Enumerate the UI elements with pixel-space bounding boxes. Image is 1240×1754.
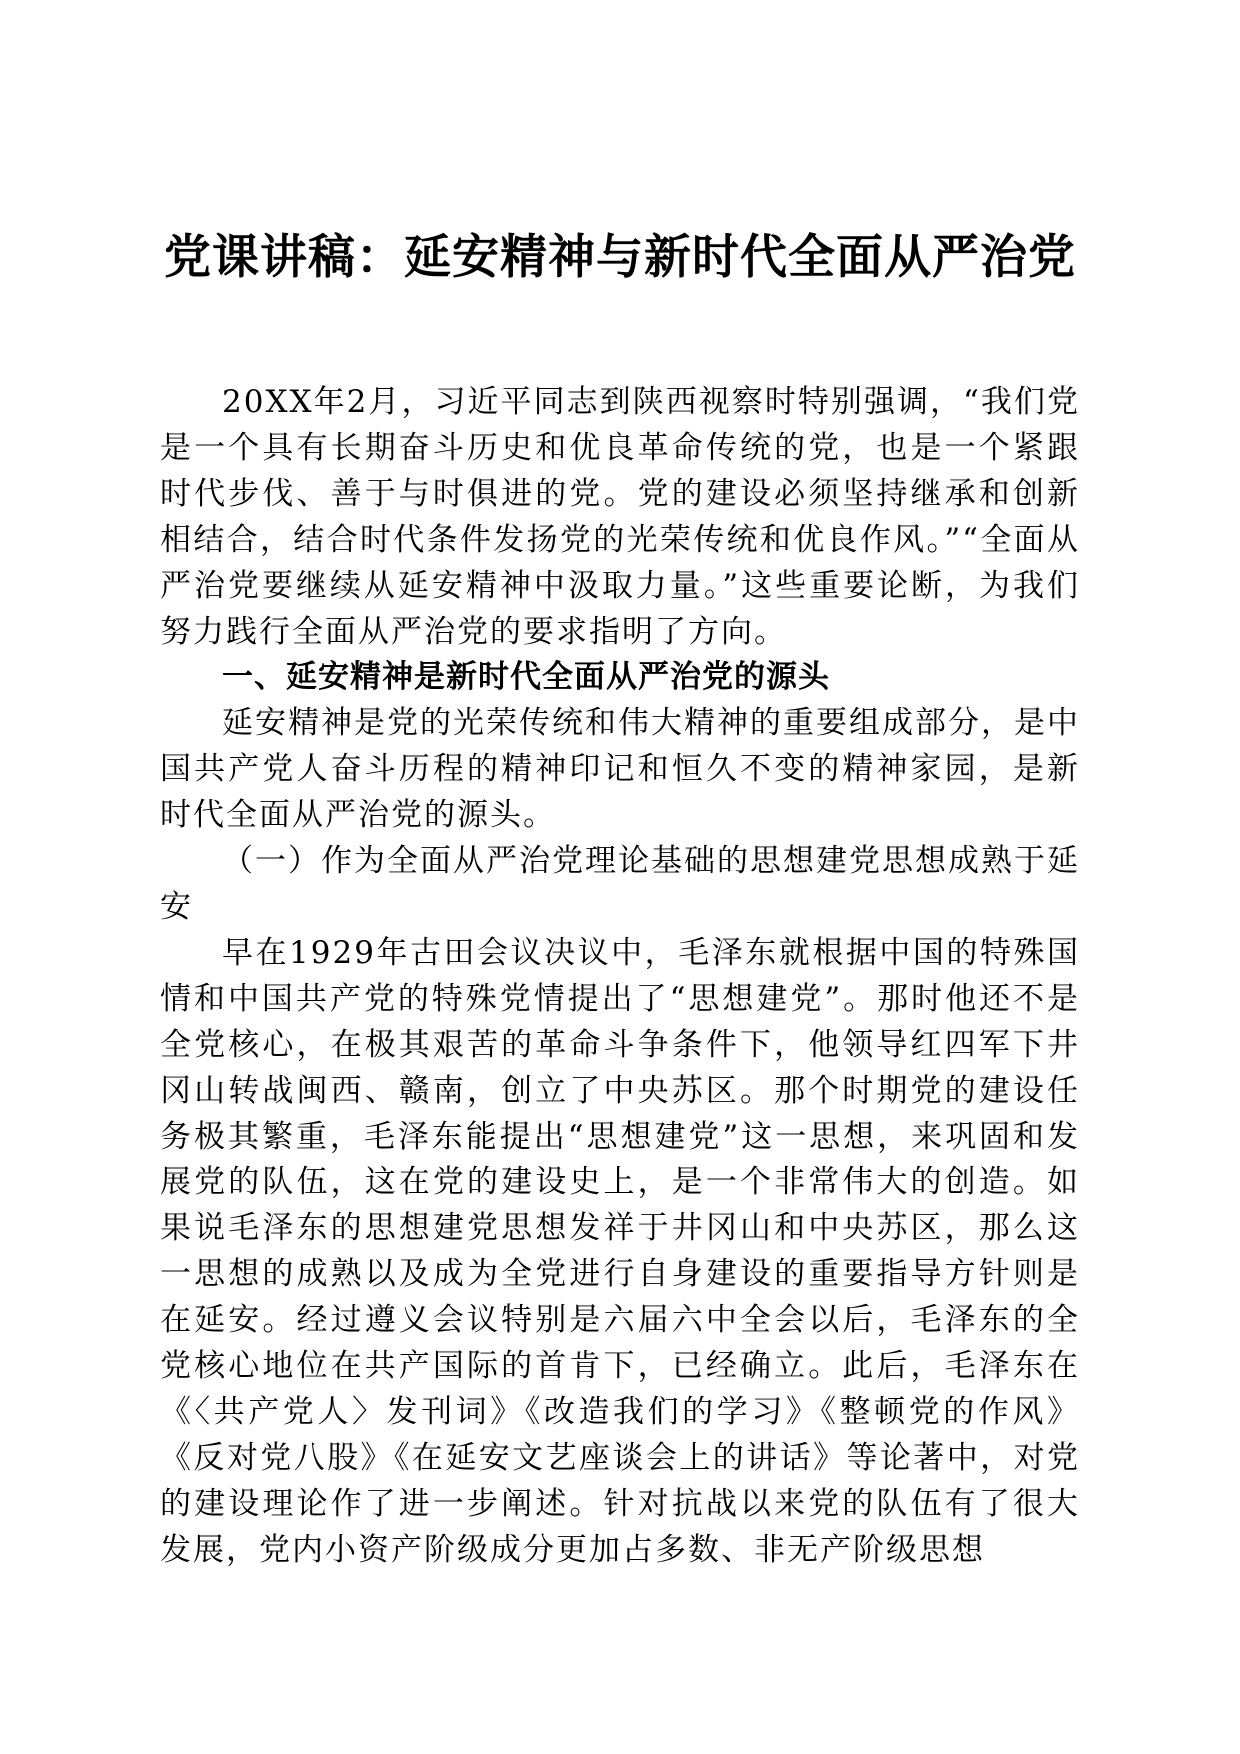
- intro-paragraph: 20XX年2月，习近平同志到陕西视察时特别强调，“我们党是一个具有长期奋斗历史和优良革命传统的党，也是一个紧跟时代步伐、善于与时俱进的党。党的建设必须坚持继承和创新相结合，结合时代条件发扬党的光荣传统和优良作风。”“全面从严治党要继续从延安精神中汲取力量。”这些重要论断，为我们努力践行全面从严治党的要求指明了方向。: [160, 384, 1080, 650]
- subsection-heading: （一）作为全面从严治党理论基础的思想建党思想成熟于延安: [160, 843, 1080, 925]
- section-intro-paragraph: 延安精神是党的光荣传统和伟大精神的重要组成部分，是中国共产党人奋斗历程的精神印记和恒久不变的精神家园，是新时代全面从严治党的源头。: [160, 705, 1080, 834]
- subsection-body-paragraph: 早在1929年古田会议决议中，毛泽东就根据中国的特殊国情和中国共产党的特殊党情提出了“思想建党”。那时他还不是全党核心，在极其艰苦的革命斗争条件下，他领导红四军下井冈山转战闽西、赣南，创立了中央苏区。那个时期党的建设任务极其繁重，毛泽东能提出“思想建党”这一思想，来巩固和发展党的队伍，这在党的建设史上，是一个非常伟大的创造。如果说毛泽东的思想建党思想发祥于井冈山和中央苏区，那么这一思想的成熟以及成为全党进行自身建设的重要指导方针则是在延安。经过遵义会议特别是六届六中全会以后，毛泽东的全党核心地位在共产国际的首肯下，已经确立。此后，毛泽东在《〈共产党人〉发刊词》《改造我们的学习》《整顿党的作风》《反对党八股》《在延安文艺座谈会上的讲话》等论著中，对党的建设理论作了进一步阐述。针对抗战以来党的队伍有了很大发展，党内小资产阶级成分更加占多数、非无产阶级思想: [160, 934, 1080, 1568]
- section-heading: 一、延安精神是新时代全面从严治党的源头: [222, 659, 830, 696]
- document-body: [160, 380, 1080, 1574]
- document-title: 党课讲稿：延安精神与新时代全面从严治党: [164, 230, 1076, 285]
